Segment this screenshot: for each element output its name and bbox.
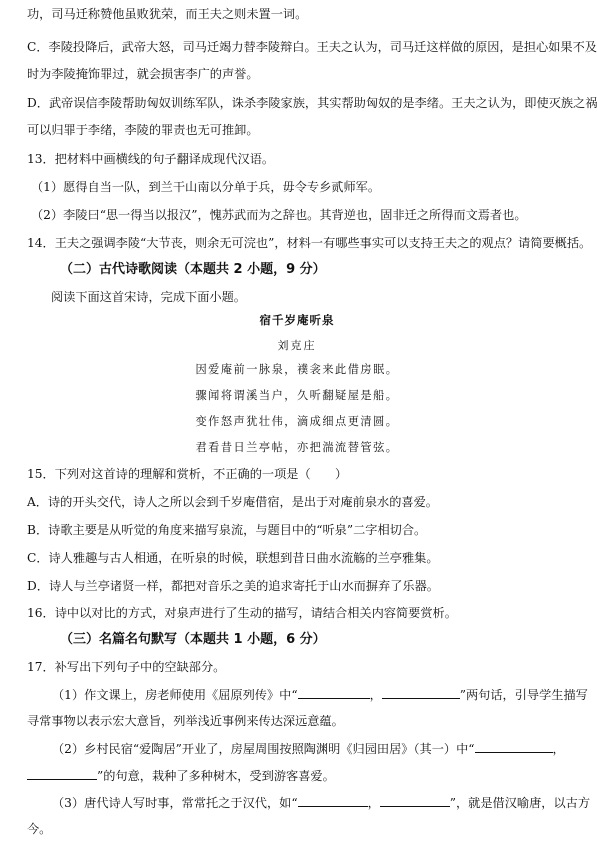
poem-title: 宿千岁庵听泉	[259, 313, 335, 327]
option-b-continuation: 功，司马迁称赞他虽败犹荣，而王夫之则未置一词。	[27, 7, 308, 21]
poem-line: 因爱庵前一脉泉，襆衾来此借房眠。	[195, 363, 399, 376]
poem-line: 骤闻将谓溪当户，久听翻疑屋是船。	[195, 389, 399, 402]
question-17-part-2-cont	[27, 765, 568, 786]
question-17-part-2	[52, 738, 568, 759]
section-2-heading: （二）古代诗歌阅读（本题共 2 小题，9 分）	[60, 262, 326, 277]
fill-text: ”，就是借汉喻唐，以古方	[449, 796, 591, 810]
question-15-option-c: C．诗人雅趣与古人相通，在听泉的时候，联想到昔日曲水流觞的兰亭雅集。	[27, 551, 439, 565]
option-c-line-2: 时为李陵掩饰罪过，就会损害李广的声誉。	[27, 67, 259, 81]
answer-blank[interactable]	[298, 684, 370, 699]
answer-blank[interactable]	[298, 792, 368, 807]
question-15-option-b: B．诗歌主要是从听觉的角度来描写泉流，与题目中的“听泉”二字相切合。	[27, 523, 427, 537]
fill-text: （2）乡村民宿“爱陶居”开业了，房屋周围按照陶渊明《归园田居》（其一）中“	[52, 742, 475, 756]
fill-text: ，	[369, 688, 382, 702]
fill-text: ，	[552, 742, 565, 756]
question-17-part-3-cont: 今。	[27, 822, 52, 836]
fill-text: （3）唐代诗人写时事，常常托之于汉代，如“	[52, 796, 298, 810]
question-13-part-1: （1）愿得自当一队，到兰干山南以分单于兵，毋令专乡贰师军。	[31, 180, 381, 194]
question-13-part-2: （2）李陵曰“思一得当以报汉”，愧苏武而为之辞也。其背逆也，固非迁之所得而文焉者也。	[31, 208, 527, 222]
question-15-option-a: A．诗的开头交代，诗人之所以会到千岁庵借宿，是出于对庵前泉水的喜爱。	[27, 495, 438, 509]
question-17-part-3	[52, 792, 591, 813]
option-c-line-1: C．李陵投降后，武帝大怒，司马迁竭力替李陵辩白。王夫之认为，司马迁这样做的原因，是担心如果不及	[27, 40, 597, 54]
option-d-line-1: D．武帝误信李陵帮助匈奴训练军队，诛杀李陵家族，其实帮助匈奴的是李绪。王夫之认为，即使灭族之祸	[27, 96, 597, 110]
question-16: 16．诗中以对比的方式，对泉声进行了生动的描写，请结合相关内容简要赏析。	[27, 606, 457, 620]
answer-blank[interactable]	[475, 738, 553, 753]
question-13: 13．把材料中画横线的句子翻译成现代汉语。	[27, 152, 275, 166]
fill-text: （1）作文课上，房老师使用《屈原列传》中“	[52, 688, 298, 702]
answer-blank[interactable]	[382, 684, 460, 699]
question-17-part-1-cont: 寻常事物以表示宏大意旨，列举浅近事例来传达深远意蕴。	[27, 714, 344, 728]
poem-author: 刘克庄	[277, 339, 317, 352]
question-14: 14．王夫之强调李陵“大节丧，则余无可浣也”，材料一有哪些事实可以支持王夫之的观点？请简要概括。	[27, 236, 592, 250]
question-17-part-1	[52, 684, 588, 705]
poem-line: 变作怒声犹壮伟，滴成细点更清圆。	[195, 415, 399, 428]
question-15-option-d: D．诗人与兰亭诸贤一样，都把对音乐之美的追求寄托于山水而摒弃了乐器。	[27, 579, 439, 593]
poem-line: 君看昔日兰亭帖，亦把湍流替管弦。	[195, 441, 399, 454]
question-15: 15．下列对这首诗的理解和赏析，不正确的一项是（ ）	[27, 467, 348, 481]
poem-intro: 阅读下面这首宋诗，完成下面小题。	[51, 290, 246, 304]
fill-text: ，	[367, 796, 380, 810]
option-d-line-2: 可以归罪于李绪，李陵的罪责也无可推卸。	[27, 123, 259, 137]
section-3-heading: （三）名篇名句默写（本题共 1 小题，6 分）	[60, 632, 326, 647]
answer-blank[interactable]	[27, 765, 97, 780]
fill-text: ”两句话，引导学生描写	[459, 688, 588, 702]
question-17: 17．补写出下列句子中的空缺部分。	[27, 660, 226, 674]
fill-text: ”的句意，栽种了多种树木，受到游客喜爱。	[97, 769, 335, 783]
answer-blank[interactable]	[380, 792, 450, 807]
